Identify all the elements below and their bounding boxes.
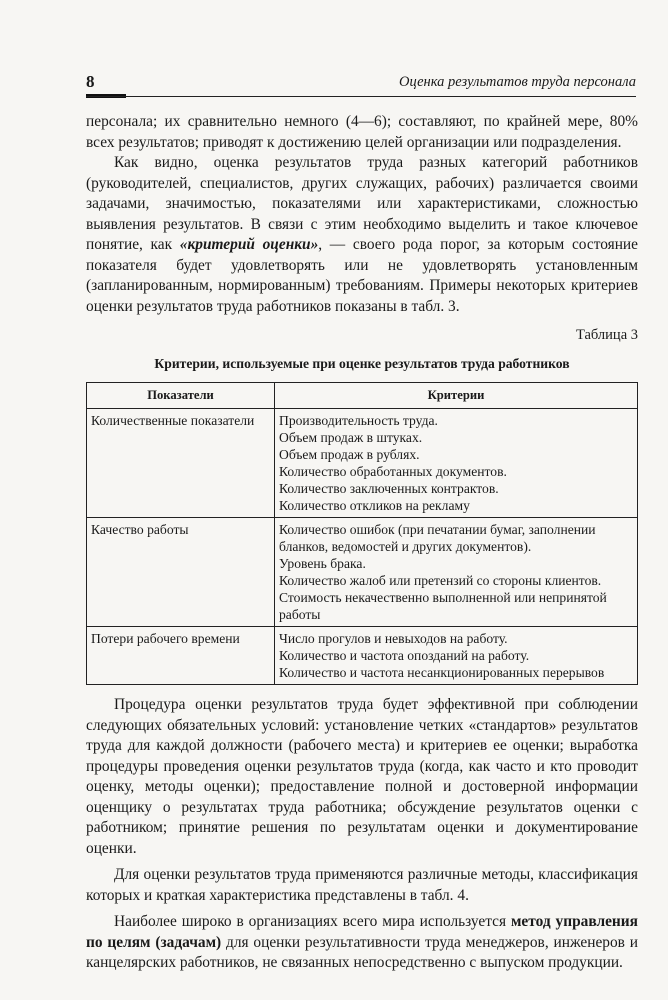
key-term: «критерий оценки» xyxy=(179,236,319,253)
indicator-cell: Потери рабочего времени xyxy=(87,627,275,685)
table-row xyxy=(87,627,638,685)
criterion-item: Производительность труда. xyxy=(279,413,438,428)
paragraph-procedure: Процедура оценки результатов труда будет эффективной при соблюдении следующих обязательных условий: установление четких «стандартов» результатов труда для каждой должности (рабочего места) и критериев ее оценки; выработка процедуры проведения оценки результатов труда (когда, как часто и кто проводит оценку, методы оценки); предоставление полной и достоверной информации оценщику о результатах труда работника; обсуждение результатов оценки с работником; принятие решения по результатам оценки и документирование оценки. xyxy=(86,696,638,857)
criteria-cell xyxy=(275,409,638,518)
table-row xyxy=(87,518,638,627)
paragraph-text: Наиболее широко в организациях всего мира используется xyxy=(114,913,511,930)
running-title: Оценка результатов труда персонала xyxy=(399,74,636,90)
table-header-row xyxy=(87,383,638,409)
criterion-item: Число прогулов и невыходов на работу. xyxy=(279,631,508,646)
paragraph-continued: персонала; их сравнительно немного (4—6); составляют, по крайней мере, 80% всех результатов; приводят к достижению целей организации или подразделения. xyxy=(86,113,638,151)
page-header xyxy=(86,72,636,94)
paragraph-text: , — своего рода порог, за которым состояние показателя будет удовлетворять или не удовлетворять установленным (запланированным, нормированным) требованиям. Примеры некоторых критериев оценки результатов труда работников показаны в табл. 3. xyxy=(86,236,639,315)
criterion-item: Количество и частота опозданий на работу. xyxy=(279,648,530,663)
criteria-cell xyxy=(275,518,638,627)
table-row xyxy=(87,409,638,518)
paragraph-text: Как видно, оценка результатов труда разных категорий работников (руководителей, специалистов, других служащих, рабочих) различается своими задачами, значимостью, показателями или характеристиками, сложностью выявления результатов. В связи с этим необходимо выделить и такое ключевое понятие, как xyxy=(86,154,638,253)
body-text xyxy=(86,112,638,974)
criterion-item: Количество ошибок (при печатании бумаг, заполнении бланков, ведомостей и других документов). xyxy=(279,522,596,554)
criterion-item: Объем продаж в штуках. xyxy=(279,430,423,445)
table-body xyxy=(87,409,638,685)
column-header-criteria: Критерии xyxy=(275,383,638,409)
criteria-cell xyxy=(275,627,638,685)
paragraph-text: для оценки результативности труда менеджеров, инженеров и канцелярских работников, не связанных непосредственно с выпуском продукции. xyxy=(86,933,638,971)
criterion-item: Количество обработанных документов. xyxy=(279,464,507,479)
criteria-table xyxy=(86,382,638,685)
table-title: Критерии, используемые при оценке результатов труда работников xyxy=(154,355,570,371)
column-header-indicators: Показатели xyxy=(87,383,275,409)
paragraph-methods: Для оценки результатов труда применяются различные методы, классификация которых и краткая характеристика представлены в табл. 4. xyxy=(86,866,638,904)
page-number: 8 xyxy=(86,72,95,91)
criterion-item: Количество жалоб или претензий со стороны клиентов. xyxy=(279,573,602,588)
header-rule xyxy=(86,96,636,97)
indicator-cell: Количественные показатели xyxy=(87,409,275,518)
criterion-item: Объем продаж в рублях. xyxy=(279,447,420,462)
criterion-item: Уровень брака. xyxy=(279,556,366,571)
criterion-item: Количество заключенных контрактов. xyxy=(279,481,499,496)
table-label: Таблица 3 xyxy=(575,327,638,343)
paragraph-mbo xyxy=(86,912,638,974)
paragraph-criteria-intro xyxy=(86,153,638,317)
criterion-item: Стоимость некачественно выполненной или непринятой работы xyxy=(279,590,607,622)
criterion-item: Количество и частота несанкционированных перерывов xyxy=(279,665,605,680)
key-term: метод управления по целям (задачам) xyxy=(86,913,638,951)
indicator-cell: Качество работы xyxy=(87,518,275,627)
criterion-item: Количество откликов на рекламу xyxy=(279,498,470,513)
